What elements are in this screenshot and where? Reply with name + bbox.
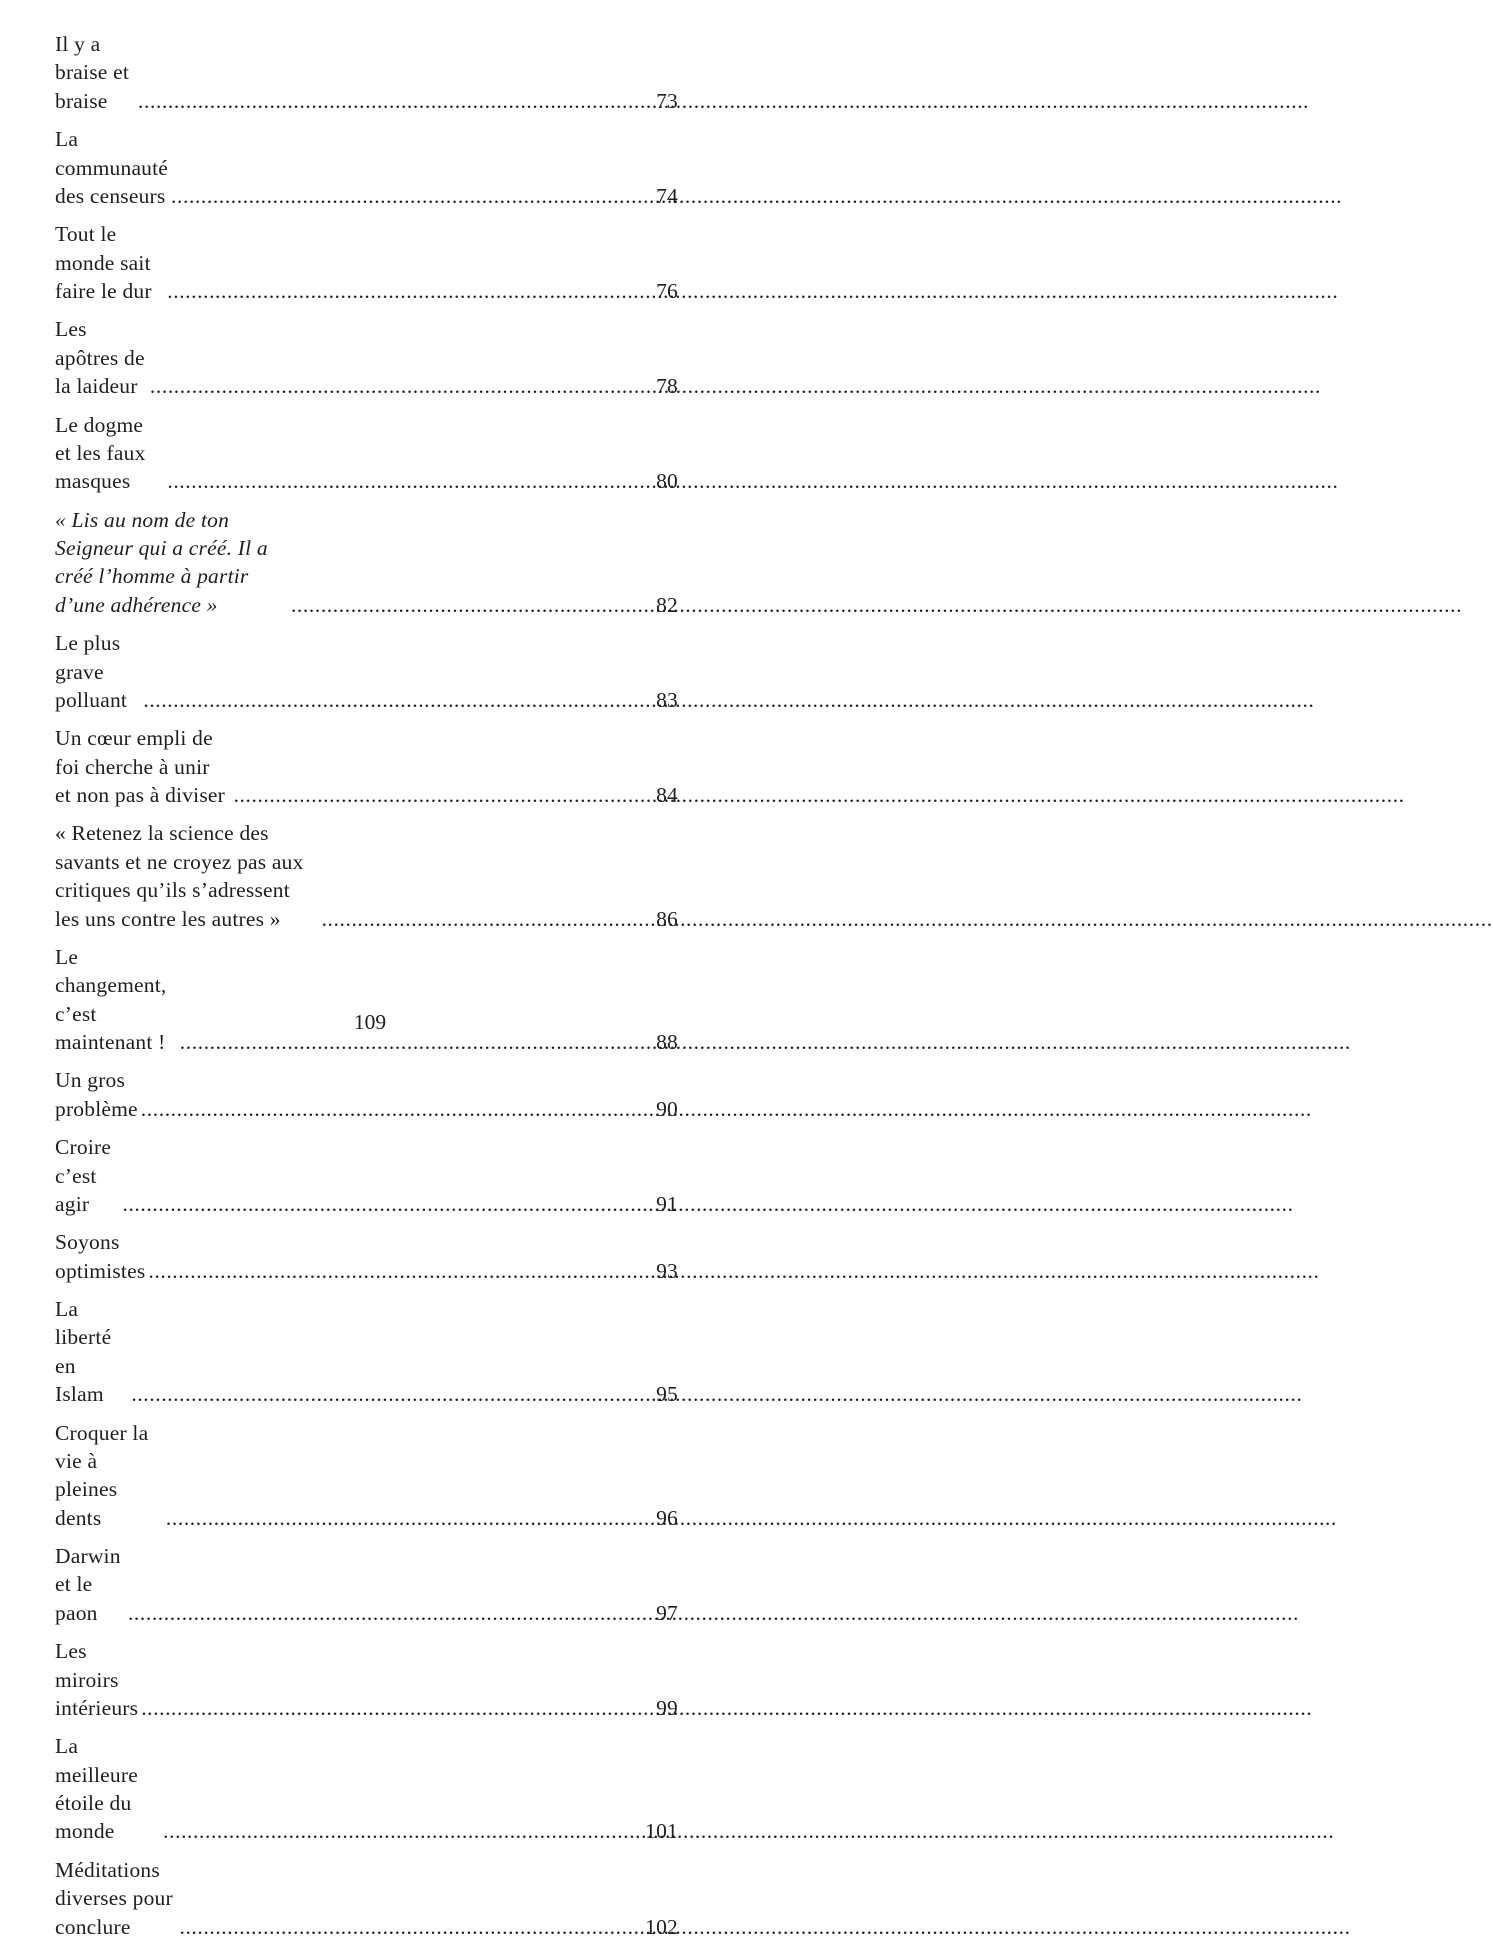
toc-entry xyxy=(55,1856,678,1941)
toc-entry-title: Un cœur empli de foi cherche à unir et non pas à diviser xyxy=(55,726,225,807)
toc-entry-page-number: 74 xyxy=(656,183,678,208)
toc-entry xyxy=(55,1295,678,1409)
toc-entry-title: Croire c’est agir xyxy=(55,1135,112,1216)
toc-entry xyxy=(55,1228,678,1285)
dot-leader xyxy=(166,1504,650,1532)
dot-leader xyxy=(148,1257,650,1285)
toc-entry xyxy=(55,724,678,809)
toc-entry xyxy=(55,819,678,933)
toc-entry xyxy=(55,506,678,620)
toc-entry-page-number: 96 xyxy=(656,1505,678,1530)
toc-entry-title: « Retenez la science des savants et ne croyez pas aux critiques qu’ils s’adressent les uns contre les autres » xyxy=(55,821,304,931)
toc-entry-title: Le plus grave polluant xyxy=(55,631,128,712)
dot-leader xyxy=(141,1694,650,1722)
toc-entry-page-number: 97 xyxy=(656,1600,678,1625)
dot-leader xyxy=(179,1913,639,1941)
dot-leader xyxy=(150,372,650,400)
toc-entry xyxy=(55,220,678,305)
toc-entry-title: « Lis au nom de ton Seigneur qui a créé. Il a créé l’homme à partir d’une adhérence » xyxy=(55,507,268,617)
toc-entry-page-number: 86 xyxy=(656,906,678,931)
toc-entry-title: La communauté des censeurs xyxy=(55,127,169,208)
dot-leader xyxy=(171,182,650,210)
toc-entry-title: La meilleure étoile du monde xyxy=(55,1734,138,1844)
toc-entry-title: Darwin et le paon xyxy=(55,1544,121,1625)
toc-entry xyxy=(55,1637,678,1722)
toc-entry xyxy=(55,943,678,1057)
toc-entry-title: Il y a braise et braise xyxy=(55,32,130,113)
toc-entry-page-number: 90 xyxy=(656,1096,678,1121)
toc-entry-page-number: 73 xyxy=(656,88,678,113)
toc-entry-page-number: 101 xyxy=(645,1819,678,1844)
toc-entry xyxy=(55,30,678,115)
toc-entry-title: La liberté en Islam xyxy=(55,1297,112,1407)
toc-entry-page-number: 80 xyxy=(656,469,678,494)
dot-leader xyxy=(122,1190,650,1218)
toc-list xyxy=(55,30,678,1951)
toc-entry-page-number: 91 xyxy=(656,1191,678,1216)
toc-entry xyxy=(55,1133,678,1218)
dot-leader xyxy=(141,1095,650,1123)
toc-entry-page-number: 83 xyxy=(656,687,678,712)
toc-entry-title: Croquer la vie à pleines dents xyxy=(55,1420,149,1530)
toc-entry xyxy=(55,1542,678,1627)
dot-leader xyxy=(143,686,650,714)
toc-entry-page-number: 84 xyxy=(656,783,678,807)
toc-entry xyxy=(55,315,678,400)
toc-entry-page-number: 78 xyxy=(656,374,678,399)
toc-entry-title: Un gros problème xyxy=(55,1068,138,1121)
dot-leader xyxy=(163,1817,639,1845)
dot-leader xyxy=(291,591,650,619)
toc-entry-page-number: 76 xyxy=(656,279,678,303)
dot-leader xyxy=(128,1599,650,1627)
toc-entry xyxy=(55,411,678,496)
book-page xyxy=(0,0,740,1939)
toc-entry-title: Le changement, c’est maintenant ! xyxy=(55,944,167,1054)
toc-entry-title: Tout le monde sait faire le dur xyxy=(55,222,152,303)
toc-entry xyxy=(55,1732,678,1846)
dot-leader xyxy=(167,467,650,495)
dot-leader xyxy=(234,781,651,809)
page-number: 109 xyxy=(353,1010,387,1034)
toc-entry-page-number: 82 xyxy=(656,592,678,617)
toc-entry-page-number: 102 xyxy=(645,1914,678,1939)
dot-leader xyxy=(322,905,651,933)
toc-entry-title: Les apôtres de la laideur xyxy=(55,317,145,399)
toc-entry-page-number: 88 xyxy=(656,1030,678,1054)
toc-entry-page-number: 99 xyxy=(656,1695,678,1720)
toc-entry-page-number: 93 xyxy=(656,1258,678,1283)
toc-entry-title: Soyons optimistes xyxy=(55,1230,146,1283)
dot-leader xyxy=(138,87,650,115)
dot-leader xyxy=(131,1380,650,1408)
toc-entry-title: Le dogme et les faux masques xyxy=(55,412,146,494)
toc-entry-title: Méditations diverses pour conclure xyxy=(55,1857,173,1939)
toc-entry-page-number: 95 xyxy=(656,1382,678,1407)
toc-entry xyxy=(55,125,678,210)
toc-entry xyxy=(55,629,678,714)
dot-leader xyxy=(167,277,650,305)
toc-entry xyxy=(55,1066,678,1123)
toc-entry-title: Les miroirs intérieurs xyxy=(55,1639,139,1720)
toc-entry xyxy=(55,1419,678,1533)
